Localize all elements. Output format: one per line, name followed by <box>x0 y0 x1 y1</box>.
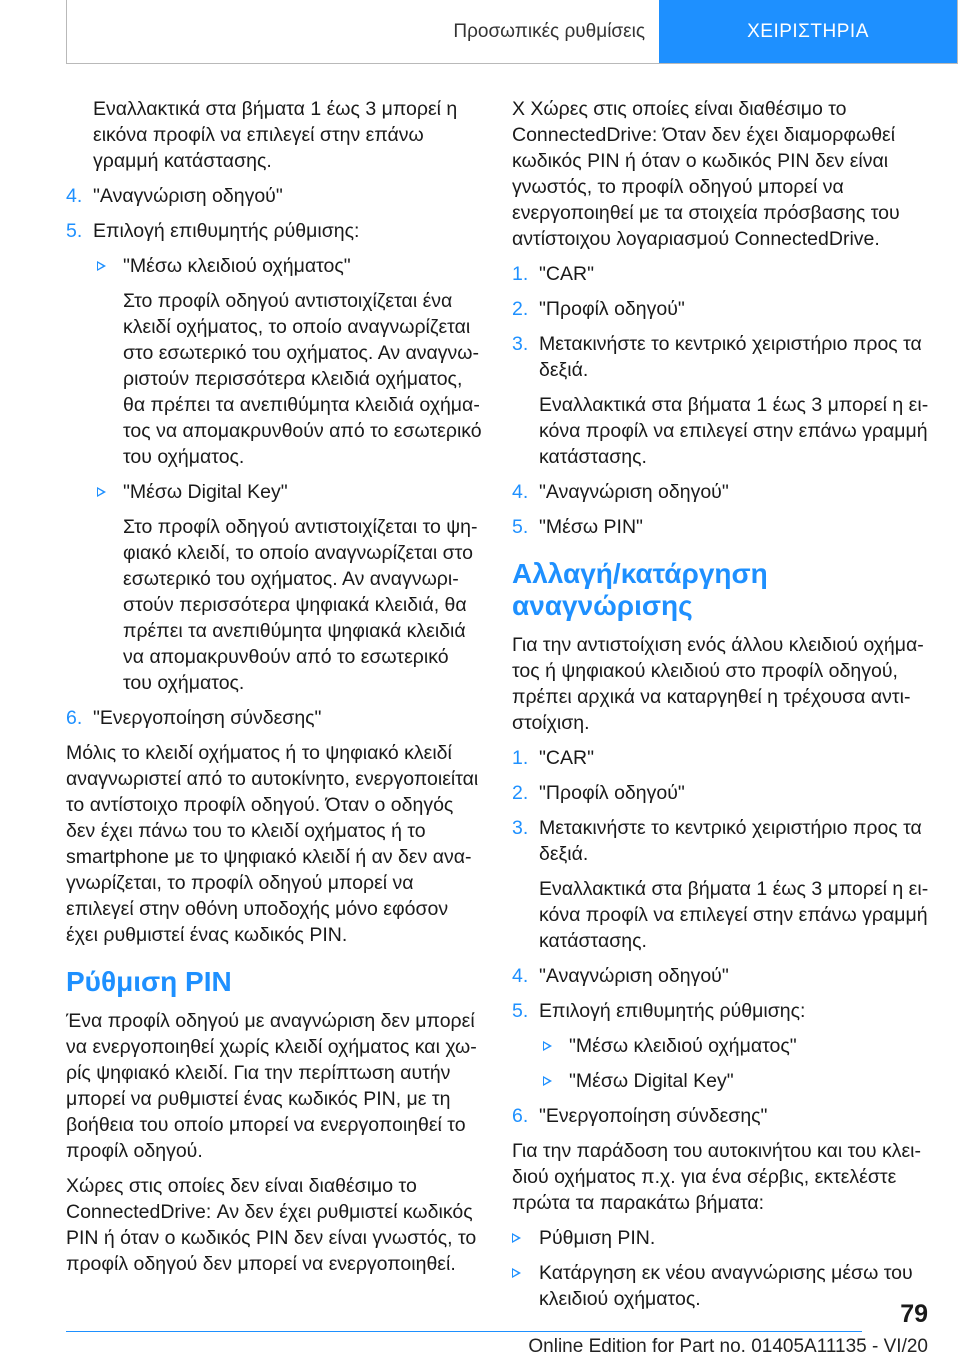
footer-divider <box>66 1331 862 1332</box>
bullet-item <box>512 1068 930 1094</box>
step-text: "Ενεργοποίηση σύνδεσης" <box>539 1105 768 1127</box>
bullet-description: Στο προφίλ οδηγού αντιστοιχίζεται ένα κλειδί οχήματος, το οποίο αναγνωρίζεται στο εσωτερικό του οχήματος. Αν αναγνωριστούν περισσότερα κλειδιά οχήματος, θα πρέπει τα ανεπιθύμητα κλειδιά οχήματος να απομακρυνθούν από το εσωτερικό του οχήματος. <box>123 290 482 468</box>
step-item <box>66 705 482 731</box>
page-number: 79 <box>900 1300 928 1328</box>
step-number: 2. <box>512 298 529 320</box>
step-text: Μετακινήστε το κεντρικό χειριστήριο προς τα δεξιά. <box>539 817 922 865</box>
step-item <box>512 261 930 287</box>
step-number: 4. <box>512 965 529 987</box>
step-number: 5. <box>66 220 83 242</box>
triangle-bullet-icon <box>97 261 106 271</box>
alternative-note: Εναλλακτικά στα βήματα 1 έως 3 μπορεί η εικόνα προφίλ να επιλεγεί στην επάνω γραμμή κατάστασης. <box>539 878 929 952</box>
right-column <box>512 96 930 1321</box>
step-number: 4. <box>66 185 83 207</box>
step-item <box>512 745 930 771</box>
bullet-text: "Μέσω κλειδιού οχήματος" <box>569 1035 797 1057</box>
body-paragraph: Χ Χώρες στις οποίες είναι διαθέσιμο το ConnectedDrive: Όταν δεν έχει διαμορφωθεί κωδικός PIN ή όταν ο κωδικός PIN δεν είναι γνωστός, το προφίλ οδηγού μπορεί να ενεργοποιηθεί με τα στοιχεία πρόσβασης του αντίστοιχου λογαριασμού ConnectedDrive. <box>512 98 900 250</box>
step-number: 2. <box>512 782 529 804</box>
body-paragraph: Μόλις το κλειδί οχήματος ή το ψηφιακό κλειδί αναγνωριστεί από το αυτοκίνητο, ενεργοποιείται το αντίστοιχο προφίλ οδηγού. Όταν ο οδηγός δεν έχει πάνω του το κλειδί οχήματος ή το smartphone με το ψηφιακό κλειδί ή αν δεν αναγνωρίζεται, το προφίλ οδηγού μπορεί να επιλεγεί στην οθόνη υποδοχής μόνο εφόσον έχει ρυθμιστεί ένας κωδικός PIN. <box>66 742 479 946</box>
step-text: Επιλογή επιθυμητής ρύθμισης: <box>539 1000 806 1022</box>
step-item <box>512 479 930 505</box>
alternative-note: Εναλλακτικά στα βήματα 1 έως 3 μπορεί η εικόνα προφίλ να επιλεγεί στην επάνω γραμμή κατάστασης. <box>539 394 929 468</box>
step-text: "Μέσω PIN" <box>539 516 643 538</box>
chapter-tab: ΧΕΙΡΙΣΤΗΡΙΑ <box>659 0 957 63</box>
bullet-description: Στο προφίλ οδηγού αντιστοιχίζεται το ψηφιακό κλειδί, το οποίο αναγνωρίζεται στο εσωτερικό του οχήματος. Αν αναγνωριστούν περισσότερα ψηφιακά κλειδιά, θα πρέπει τα ανεπιθύμητα ψηφιακά κλειδιά να απομακρυνθούν από το εσωτερικό του οχήματος. <box>123 516 478 694</box>
step-item <box>512 331 930 383</box>
step-text: Μετακινήστε το κεντρικό χειριστήριο προς τα δεξιά. <box>539 333 922 381</box>
alternative-note: Εναλλακτικά στα βήματα 1 έως 3 μπορεί η εικόνα προφίλ να επιλεγεί στην επάνω γραμμή κατάστασης. <box>93 98 458 172</box>
body-paragraph: Για την παράδοση του αυτοκινήτου και του κλειδιού οχήματος π.χ. για ένα σέρβις, εκτελέστε πρώτα τα παρακάτω βήματα: <box>512 1140 921 1214</box>
bullet-item <box>512 1033 930 1059</box>
section-heading: Αλλαγή/κατάργηση αναγνώρισης <box>512 558 768 621</box>
bullet-text: "Μέσω Digital Key" <box>123 481 288 503</box>
step-text: "Αναγνώριση οδηγού" <box>539 965 729 987</box>
triangle-bullet-icon <box>97 487 106 497</box>
triangle-bullet-icon <box>543 1076 552 1086</box>
step-item <box>66 183 482 209</box>
step-number: 3. <box>512 817 529 839</box>
step-item <box>512 780 930 806</box>
step-text: Επιλογή επιθυμητής ρύθμισης: <box>93 220 360 242</box>
step-number: 5. <box>512 1000 529 1022</box>
bullet-text: "Μέσω κλειδιού οχήματος" <box>123 255 351 277</box>
step-number: 4. <box>512 481 529 503</box>
section-heading: Ρύθμιση PIN <box>66 966 232 997</box>
bullet-item <box>66 253 482 279</box>
section-title: Προσωπικές ρυθμίσεις <box>453 20 645 42</box>
step-number: 6. <box>512 1105 529 1127</box>
body-paragraph: Χώρες στις οποίες δεν είναι διαθέσιμο το ConnectedDrive: Αν δεν έχει ρυθμιστεί κωδικός PIN ή όταν ο κωδικός PIN δεν είναι γνωστός, το προφίλ οδηγού δεν μπορεί να ενεργοποιηθεί. <box>66 1175 477 1275</box>
step-number: 5. <box>512 516 529 538</box>
triangle-bullet-icon <box>512 1233 521 1243</box>
bullet-text: Ρύθμιση PIN. <box>539 1227 656 1249</box>
step-text: "Αναγνώριση οδηγού" <box>93 185 283 207</box>
step-text: "Αναγνώριση οδηγού" <box>539 481 729 503</box>
body-paragraph: Για την αντιστοίχιση ενός άλλου κλειδιού οχήματος ή ψηφιακού κλειδιού στο προφίλ οδηγού, πρέπει αρχικά να καταργηθεί η τρέχουσα αντιστοίχιση. <box>512 634 924 734</box>
step-item <box>512 963 930 989</box>
step-text: "Προφίλ οδηγού" <box>539 782 685 804</box>
body-paragraph: Ένα προφίλ οδηγού με αναγνώριση δεν μπορεί να ενεργοποιηθεί χωρίς κλειδί οχήματος και χωρίς ψηφιακό κλειδί. Για την περίπτωση αυτήν μπορεί να ρυθμιστεί ένας κωδικός PIN, με τη βοήθεια του οποίο μπορεί να ενεργοποιηθεί το προφίλ οδηγού. <box>66 1010 477 1162</box>
page-header <box>66 0 958 64</box>
left-column <box>66 96 482 1286</box>
bullet-item <box>66 479 482 505</box>
bullet-item <box>512 1260 930 1312</box>
step-item <box>512 296 930 322</box>
step-text: "CAR" <box>539 263 595 285</box>
step-item <box>512 815 930 867</box>
bullet-text: "Μέσω Digital Key" <box>569 1070 734 1092</box>
bullet-text: Κατάργηση εκ νέου αναγνώρισης μέσω του κλειδιού οχήματος. <box>539 1262 913 1310</box>
triangle-bullet-icon <box>512 1268 521 1278</box>
step-text: "Προφίλ οδηγού" <box>539 298 685 320</box>
step-number: 1. <box>512 747 529 769</box>
step-item <box>512 1103 930 1129</box>
step-text: "CAR" <box>539 747 595 769</box>
triangle-bullet-icon <box>543 1041 552 1051</box>
step-number: 1. <box>512 263 529 285</box>
step-item <box>512 514 930 540</box>
edition-footer: Online Edition for Part no. 01405A11135 - VI/20 <box>528 1336 928 1357</box>
bullet-item <box>512 1225 930 1251</box>
step-number: 3. <box>512 333 529 355</box>
step-number: 6. <box>66 707 83 729</box>
step-item <box>512 998 930 1024</box>
step-text: "Ενεργοποίηση σύνδεσης" <box>93 707 322 729</box>
step-item <box>66 218 482 244</box>
